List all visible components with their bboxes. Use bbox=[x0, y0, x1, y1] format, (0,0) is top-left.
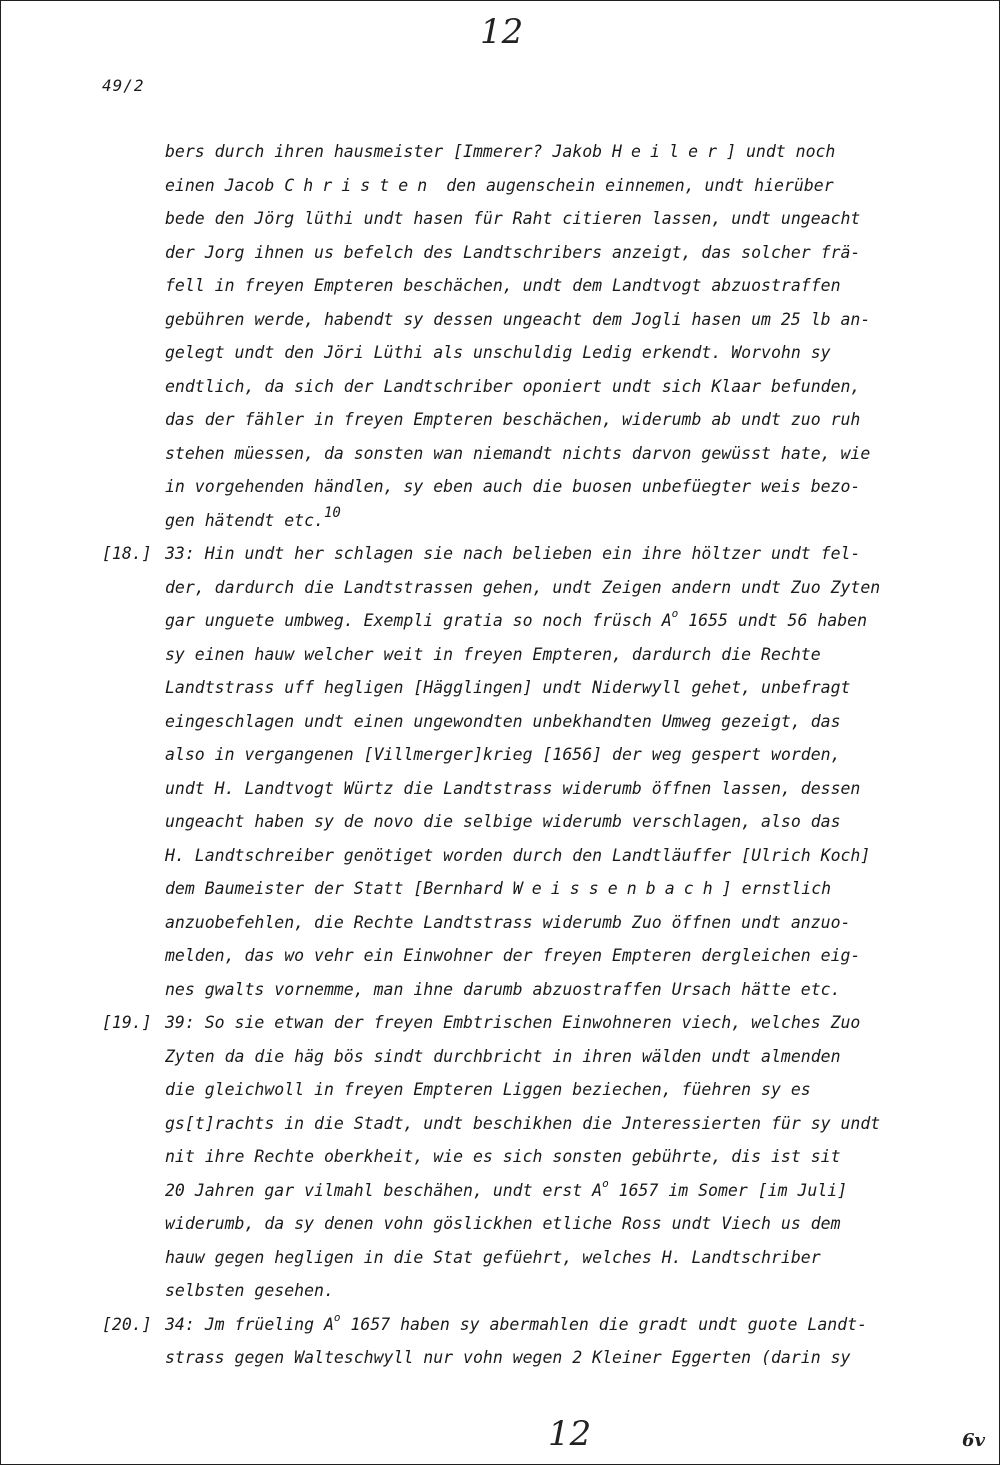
transcription-text bbox=[0, 135, 1000, 1375]
text-line: 20 Jahren gar vilmahl beschähen, undt erst $A^o$ 1657 im Somer [im Juli] bbox=[165, 1176, 848, 1200]
text-line: eingeschlagen undt einen ungewondten unbekhandten Umweg gezeigt, das bbox=[165, 711, 841, 731]
text-line: [20.] 34: Jm früeling $A^o$ 1657 haben sy abermahlen die gradt undt guote Landt- bbox=[0, 1308, 1000, 1342]
text-line: hauw gegen hegligen in die Stat gefüehrt, welches H. Landtschriber bbox=[165, 1247, 821, 1267]
text-line: gebühren werde, habendt sy dessen ungeacht dem Jogli hasen um 25 lb an- bbox=[165, 309, 871, 329]
text-line: Zyten da die häg bös sindt durchbricht in ihren wälden undt almenden bbox=[165, 1046, 841, 1066]
text-line: ungeacht haben sy de novo die selbige widerumb verschlagen, also das bbox=[165, 812, 841, 831]
footnote-reference: 10 bbox=[323, 504, 341, 521]
text-line: in vorgehenden händlen, sy eben auch die buosen unbefüegter weis bezo- bbox=[165, 477, 861, 496]
document-reference: 49/2 bbox=[102, 76, 145, 95]
text-line: stehen müessen, da sonsten wan niemandt nichts darvon gewüsst hate, wie bbox=[165, 443, 871, 463]
text-line: das der fähler in freyen Empteren beschächen, widerumb ab undt zuo ruh bbox=[165, 410, 861, 429]
spaced-name: Weissenbach bbox=[512, 879, 722, 898]
text-line: melden, das wo vehr ein Einwohner der freyen Empteren dergleichen eig- bbox=[165, 946, 861, 965]
text-line: [18.] 33: Hin undt her schlagen sie nach belieben ein ihre höltzer undt fel- bbox=[0, 537, 1000, 571]
text-line: gelegt undt den Jöri Lüthi als unschuldig Ledig erkendt. Worvohn sy bbox=[165, 343, 831, 362]
text-line: einen Jacob Christen den augenschein einnemen, undt hierüber bbox=[165, 175, 834, 195]
paragraph-marker: [18.] bbox=[102, 544, 152, 563]
page-number-handwritten-bottom: 12 bbox=[548, 1414, 592, 1454]
text-line: bers durch ihren hausmeister [Immerer? Jakob Heiler] undt noch bbox=[165, 142, 836, 161]
text-line: nit ihre Rechte oberkheit, wie es sich sonsten gebührte, dis ist sit bbox=[165, 1147, 841, 1166]
text-line: der, dardurch die Landtstrassen gehen, undt Zeigen andern undt Zuo Zyten bbox=[165, 577, 881, 597]
corner-annotation: 6v bbox=[962, 1430, 985, 1451]
text-line: anzuobefehlen, die Rechte Landtstrass widerumb Zuo öffnen undt anzuo- bbox=[165, 912, 851, 932]
paragraph-marker: [19.] bbox=[102, 1013, 152, 1032]
text-line: nes gwalts vornemme, man ihne darumb abzuostraffen Ursach hätte etc. bbox=[165, 979, 841, 999]
text-line: die gleichwoll in freyen Empteren Liggen beziechen, füehren sy es bbox=[165, 1080, 811, 1099]
spaced-name: Christen bbox=[284, 175, 437, 195]
paragraph-marker: [20.] bbox=[102, 1314, 152, 1334]
text-line: bede den Jörg lüthi undt hasen für Raht citieren lassen, undt ungeacht bbox=[165, 209, 861, 228]
text-line: der Jorg ihnen us befelch des Landtschribers anzeigt, das solcher frä- bbox=[165, 242, 861, 262]
text-line: fell in freyen Empteren beschächen, undt dem Landtvogt abzuostraffen bbox=[165, 276, 841, 295]
page-number-handwritten-top: 12 bbox=[480, 12, 524, 52]
text-line: sy einen hauw welcher weit in freyen Empteren, dardurch die Rechte bbox=[165, 644, 821, 664]
text-line: [19.] 39: So sie etwan der freyen Embtrischen Einwohneren viech, welches Zuo bbox=[0, 1006, 1000, 1040]
text-line: Landtstrass uff hegligen [Hägglingen] undt Niderwyll gehet, unbefragt bbox=[165, 678, 851, 697]
text-line: gar unguete umbweg. Exempli gratia so noch früsch $A^o$ 1655 undt 56 haben bbox=[165, 607, 868, 630]
spaced-name: Heiler bbox=[612, 142, 727, 161]
text-line: endtlich, da sich der Landtschriber oponiert undt sich Klaar befunden, bbox=[165, 376, 861, 396]
text-line: strass gegen Walteschwyll nur vohn wegen 2 Kleiner Eggerten (darin sy bbox=[165, 1348, 851, 1367]
text-line: also in vergangenen [Villmerger]krieg [1656] der weg gespert worden, bbox=[165, 745, 841, 764]
text-line: widerumb, da sy denen vohn göslickhen etliche Ross undt Viech us dem bbox=[165, 1214, 841, 1233]
text-line: gen hätendt etc.$^{10}$ bbox=[165, 504, 341, 530]
text-line: gs[t]rachts in die Stadt, undt beschikhen die Jnteressierten für sy undt bbox=[165, 1113, 881, 1133]
text-line: H. Landtschreiber genötiget worden durch den Landtläuffer [Ulrich Koch] bbox=[165, 845, 871, 865]
text-line: undt H. Landtvogt Würtz die Landtstrass widerumb öffnen lassen, dessen bbox=[165, 778, 861, 798]
text-line: selbsten gesehen. bbox=[165, 1281, 334, 1300]
text-line: dem Baumeister der Statt [Bernhard Weissenbach] ernstlich bbox=[165, 879, 832, 898]
